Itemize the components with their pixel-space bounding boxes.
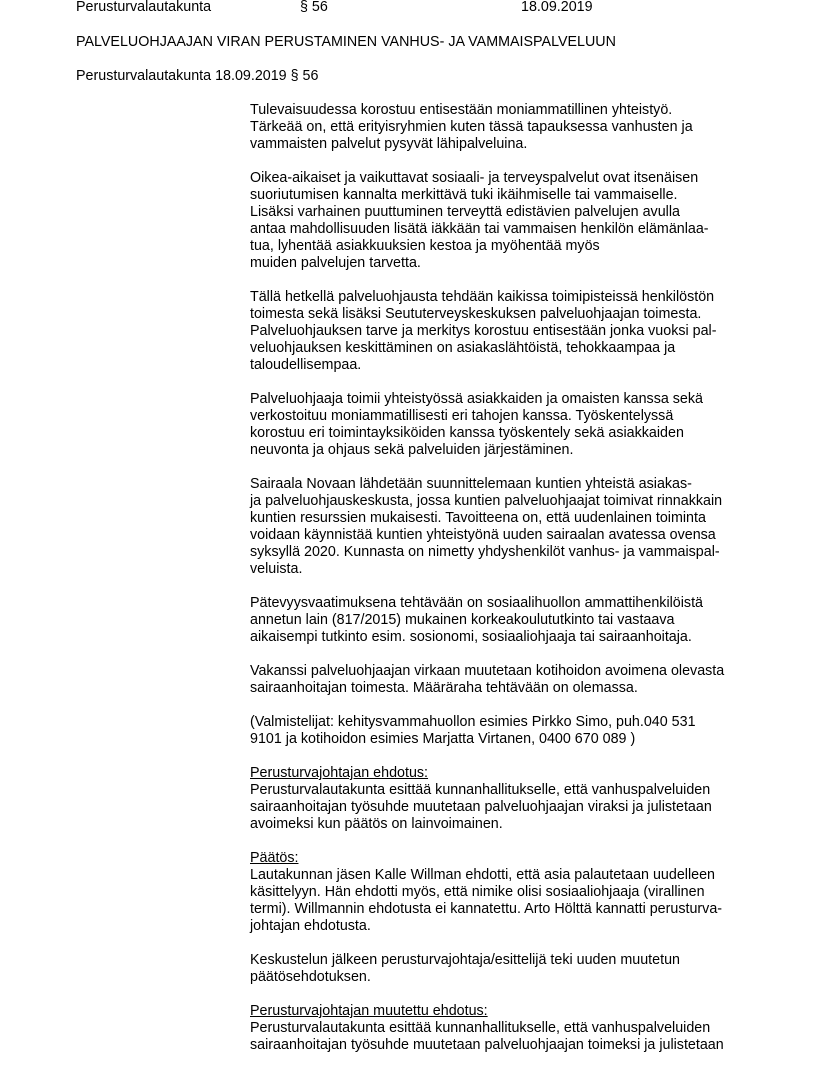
text-line: johtajan ehdotusta. [250,918,371,934]
text-line: Oikea-aikaiset ja vaikuttavat sosiaali- ja terveyspalvelut ovat itsenäisen [250,170,699,186]
text-line: tua, lyhentää asiakkuuksien kestoa ja myöhentää myös [250,238,600,254]
section-paragraph [250,1003,770,1054]
text-line: muiden palvelujen tarvetta. [250,255,421,271]
text-line: vammaisten palvelut pysyvät lähipalveluina. [250,136,528,152]
section-heading: Päätös: [250,850,299,866]
paragraph [250,391,770,459]
text-line: sairaanhoitajan toimesta. Määräraha tehtävään on olemassa. [250,680,638,696]
paragraph [250,714,770,748]
header-organization: Perusturvalautakunta [76,0,212,15]
text-line: Tulevaisuudessa korostuu entisestään moniammatillinen yhteistyö. [250,102,673,118]
paragraph [250,952,770,986]
text-line: Sairaala Novaan lähdetään suunnittelemaan kuntien yhteistä asiakas- [250,476,692,492]
section-heading: Perusturvajohtajan muutettu ehdotus: [250,1003,488,1019]
text-line: neuvonta ja ohjaus sekä palveluiden järjestäminen. [250,442,574,458]
text-line: avoimeksi kun päätös on lainvoimainen. [250,816,503,832]
text-line: Tällä hetkellä palveluohjausta tehdään kaikissa toimipisteissä henkilöstön [250,289,715,305]
text-line: Keskustelun jälkeen perusturvajohtaja/esittelijä teki uuden muutetun [250,952,680,968]
text-line: sairaanhoitajan työsuhde muutetaan palveluohjaajan toimeksi ja julistetaan [250,1037,724,1053]
text-line: sairaanhoitajan työsuhde muutetaan palveluohjaajan viraksi ja julistetaan [250,799,712,815]
text-line: Vakanssi palveluohjaajan virkaan muutetaan kotihoidon avoimena olevasta [250,663,725,679]
text-line: voidaan käynnistää kuntien yhteistyönä uuden sairaalan avatessa ovensa [250,527,716,543]
paragraph [250,595,770,646]
text-line: toimesta sekä lisäksi Seututerveyskeskuksen palveluohjaajan toimesta. [250,306,702,322]
text-line: korostuu eri toimintayksiköiden kanssa työskentely sekä asiakkaiden [250,425,684,441]
text-line: Tärkeää on, että erityisryhmien kuten tässä tapauksessa vanhusten ja [250,119,693,135]
text-line: Lisäksi varhainen puuttuminen terveyttä edistävien palvelujen avulla [250,204,680,220]
text-line: veluista. [250,561,303,577]
text-line: 9101 ja kotihoidon esimies Marjatta Virtanen, 0400 670 089 ) [250,731,636,747]
text-line: ja palveluohjauskeskusta, jossa kuntien palveluohjaajat toimivat rinnakkain [250,493,723,509]
document-subtitle: Perusturvalautakunta 18.09.2019 § 56 [76,68,319,84]
header-date: 18.09.2019 [521,0,593,15]
document-title: PALVELUOHJAAJAN VIRAN PERUSTAMINEN VANHUS- JA VAMMAISPALVELUUN [76,34,616,50]
text-line: annetun lain (817/2015) mukainen korkeakoulututkinto tai vastaava [250,612,675,628]
text-line: Palveluohjauksen tarve ja merkitys korostuu entisestään jonka vuoksi pal- [250,323,717,339]
text-line: Palveluohjaaja toimii yhteistyössä asiakkaiden ja omaisten kanssa sekä [250,391,703,407]
paragraph [250,102,770,153]
text-line: suoriutumisen kannalta merkittävä tuki ikäihmiselle tai vammaiselle. [250,187,678,203]
text-line: aikaisempi tutkinto esim. sosionomi, sosiaaliohjaaja tai sairaanhoitaja. [250,629,692,645]
paragraph [250,170,770,272]
text-line: veluohjauksen keskittäminen on asiakaslähtöistä, tehokkaampaa ja [250,340,676,356]
paragraph [250,289,770,374]
text-line: syksyllä 2020. Kunnasta on nimetty yhdyshenkilöt vanhus- ja vammaispal- [250,544,720,560]
text-line: taloudellisempaa. [250,357,362,373]
paragraph [250,663,770,697]
header-section-number: § 56 [300,0,328,15]
text-line: antaa mahdollisuuden lisätä iäkkään tai vammaisen henkilön elämänlaa- [250,221,709,237]
text-line: Pätevyysvaatimuksena tehtävään on sosiaalihuollon ammattihenkilöistä [250,595,703,611]
paragraph [250,476,770,578]
text-line: käsittelyyn. Hän ehdotti myös, että nimike olisi sosiaaliohjaaja (virallinen [250,884,705,900]
text-line: (Valmistelijat: kehitysvammahuollon esimies Pirkko Simo, puh.040 531 [250,714,696,730]
text-line: Perusturvalautakunta esittää kunnanhallitukselle, että vanhuspalveluiden [250,782,711,798]
page-header [0,0,816,17]
section-heading: Perusturvajohtajan ehdotus: [250,765,429,781]
document-body [250,102,770,1071]
text-line: Lautakunnan jäsen Kalle Willman ehdotti, että asia palautetaan uudelleen [250,867,715,883]
section-paragraph [250,765,770,833]
text-line: Perusturvalautakunta esittää kunnanhallitukselle, että vanhuspalveluiden [250,1020,711,1036]
text-line: kuntien resurssien mukaisesti. Tavoitteena on, että uudenlainen toiminta [250,510,706,526]
text-line: verkostoituu moniammatillisesti eri tahojen kanssa. Työskentelyssä [250,408,674,424]
section-paragraph [250,850,770,935]
text-line: päätösehdotuksen. [250,969,371,985]
text-line: termi). Willmannin ehdotusta ei kannatettu. Arto Hölttä kannatti perusturva- [250,901,723,917]
